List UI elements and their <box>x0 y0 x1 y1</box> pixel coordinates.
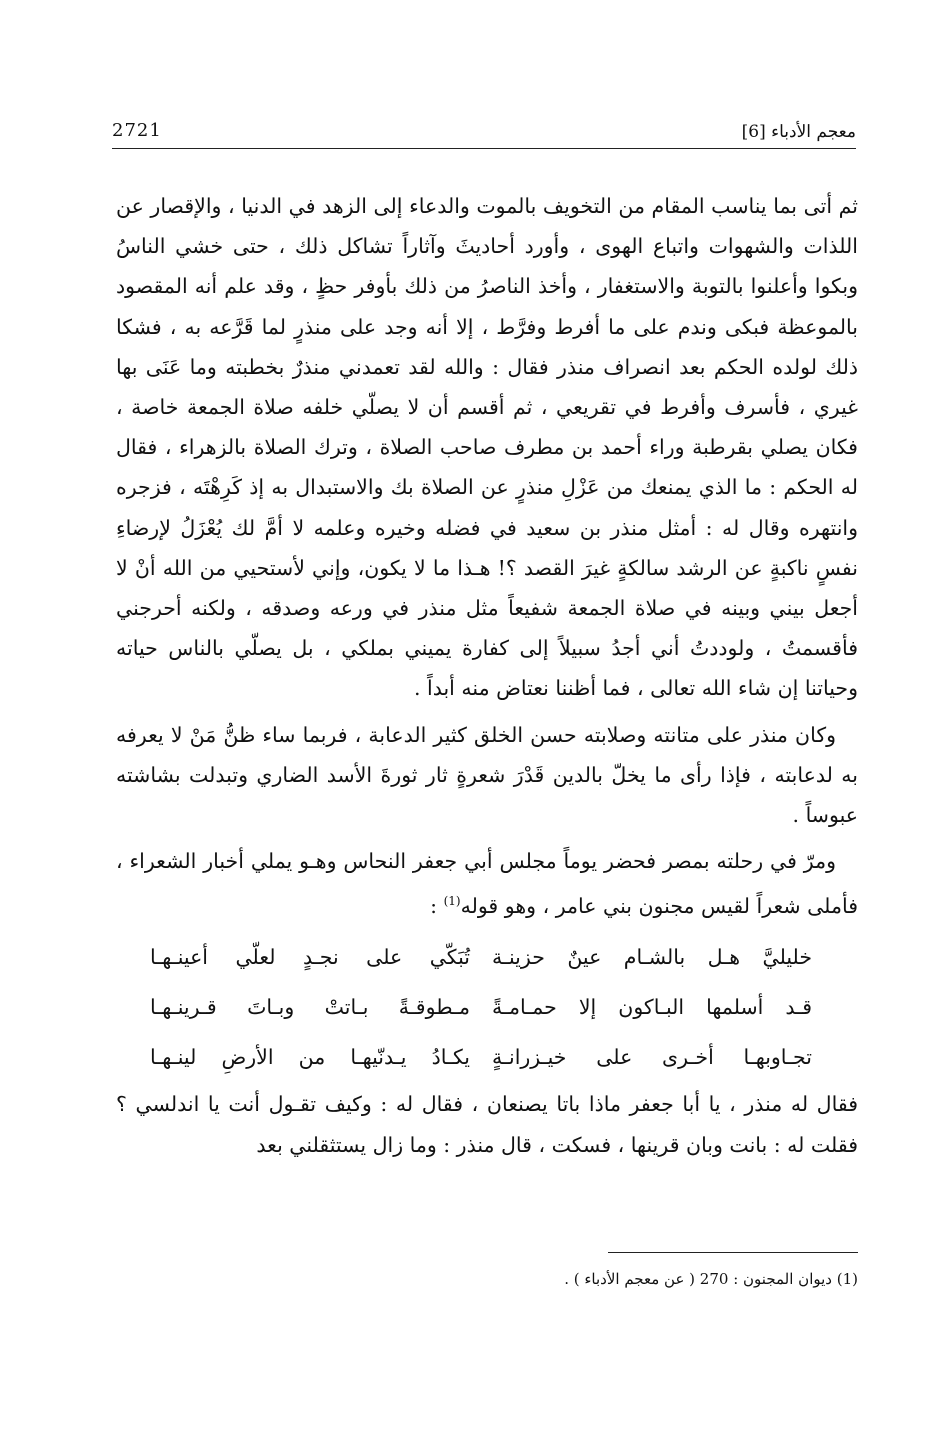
verse-first-hemistich: قـد أسلمها البـاكون إلا حمـامـةً <box>492 995 812 1020</box>
book-title: معجم الأدباء [6] <box>741 122 856 142</box>
paragraph: وكان منذر على متانته وصلابته حسن الخلق كثير الدعابة ، فربما ساء ظنُّ مَنْ لا يعرفه به لدعابته ، فإذا رأى ما يخلّ بالدين قَدْرَ شعرةٍ ثار ثورةَ الأسد الضاري وتبدلت بشاشته عبوساً . <box>116 722 858 828</box>
footnote-reference: (1) <box>443 894 461 909</box>
header-divider <box>112 148 856 149</box>
verse-line <box>116 932 858 982</box>
footnote: (1) ديوان المجنون : 270 ( عن معجم الأدباء ) . <box>564 1270 858 1288</box>
page-header <box>112 118 856 150</box>
paragraph-text: ومرّ في رحلته بمصر فحضر يوماً مجلس أبي جعفر النحاس وهـو يملي أخبار الشعراء ، فأملى شعراً لقيس مجنون بني عامر ، وهو قوله <box>116 849 858 919</box>
paragraph: ثم أتى بما يناسب المقام من التخويف بالموت والدعاء إلى الزهد في الدنيا ، والإقصار عن اللذات والشهوات واتباع الهوى ، وأورد أحاديثَ وآثاراً تشاكل ذلك ، حتى خشي الناسُ وبكوا وأعلنوا بالتوبة والاستغفار ، وأخذ الناصرُ من ذلك بأوفر حظٍ ، وقد علم أنه المقصود بالموعظة فبكى وندم على ما أفرط وفرَّط ، إلا أنه وجد على منذرٍ لما قَرَّعه به ، فشكا ذلك لولده الحكم بعد انصراف منذر فقال : والله لقد تعمدني منذرٌ بخطبته وما عَنَى بها غيري ، فأسرف وأفرط في تقريعي ، ثم أقسم أن لا يصلّي خلفه صلاة الجمعة خاصة ، فكان يصلي بقرطبة وراء أحمد بن مطرف صاحب الصلاة ، وترك الصلاة بالزهراء ، فقال له الحكم : ما الذي يمنعك من عَزْلِ منذرٍ عن الصلاة بك والاستبدال به إذ كَرِهْتَه ، فزجره وانتهره وقال له : أمثل منذر بن سعيد في فضله وخيره وعلمه لا أمَّ لك يُعْزَلُ لإرضاءِ نفسٍ ناكبةٍ عن الرشد سالكةٍ غيرَ القصد ؟! هـذا ما لا يكون، وإني لأستحيي من الله أنْ لا أجعل بيني وبينه في صلاة الجمعة شفيعاً مثل منذر في ورعه وصدقه ، ولكنه أحرجني فأقسمتُ ، ولوددتُ أني أجدُ سبيلاً إلى كفارة يميني بملكي ، بل يصلّي بالناس حياته وحياتنا إن شاء الله تعالى ، فما أظننا نعتاض منه أبداً . <box>116 194 858 701</box>
page-number: 2721 <box>112 120 162 141</box>
verse-second-hemistich: يكـادُ يـدنّيهـا من الأرضِ لينـهـا <box>150 1045 470 1070</box>
main-text <box>116 186 858 1165</box>
paragraph: فقال له منذر ، يا أبا جعفر ماذا باتا يصنعان ، فقال له : وكيف تقـول أنت يا اندلسي ؟ فقلت له : بانت وبان قرينها ، فسكت ، قال منذر : وما زال يستثقلني بعد <box>116 1092 858 1157</box>
colon: : <box>430 894 444 919</box>
verse-first-hemistich: خليليَّ هـل بالشـام عينٌ حزينـة <box>492 945 812 970</box>
poem <box>116 932 858 1082</box>
footnote-divider <box>608 1252 858 1253</box>
paragraph <box>116 841 858 926</box>
verse-second-hemistich: مـطوقـةً بـاتتْ وبـاتَ قـرينـهـا <box>150 995 470 1020</box>
verse-second-hemistich: تُبَكّي على نجـدٍ لعلّي أعينـهـا <box>150 945 470 970</box>
verse-first-hemistich: تجـاوبهـا أخـرى على خيـزرانـةٍ <box>492 1045 812 1070</box>
verse-line <box>116 982 858 1032</box>
verse-line <box>116 1032 858 1082</box>
